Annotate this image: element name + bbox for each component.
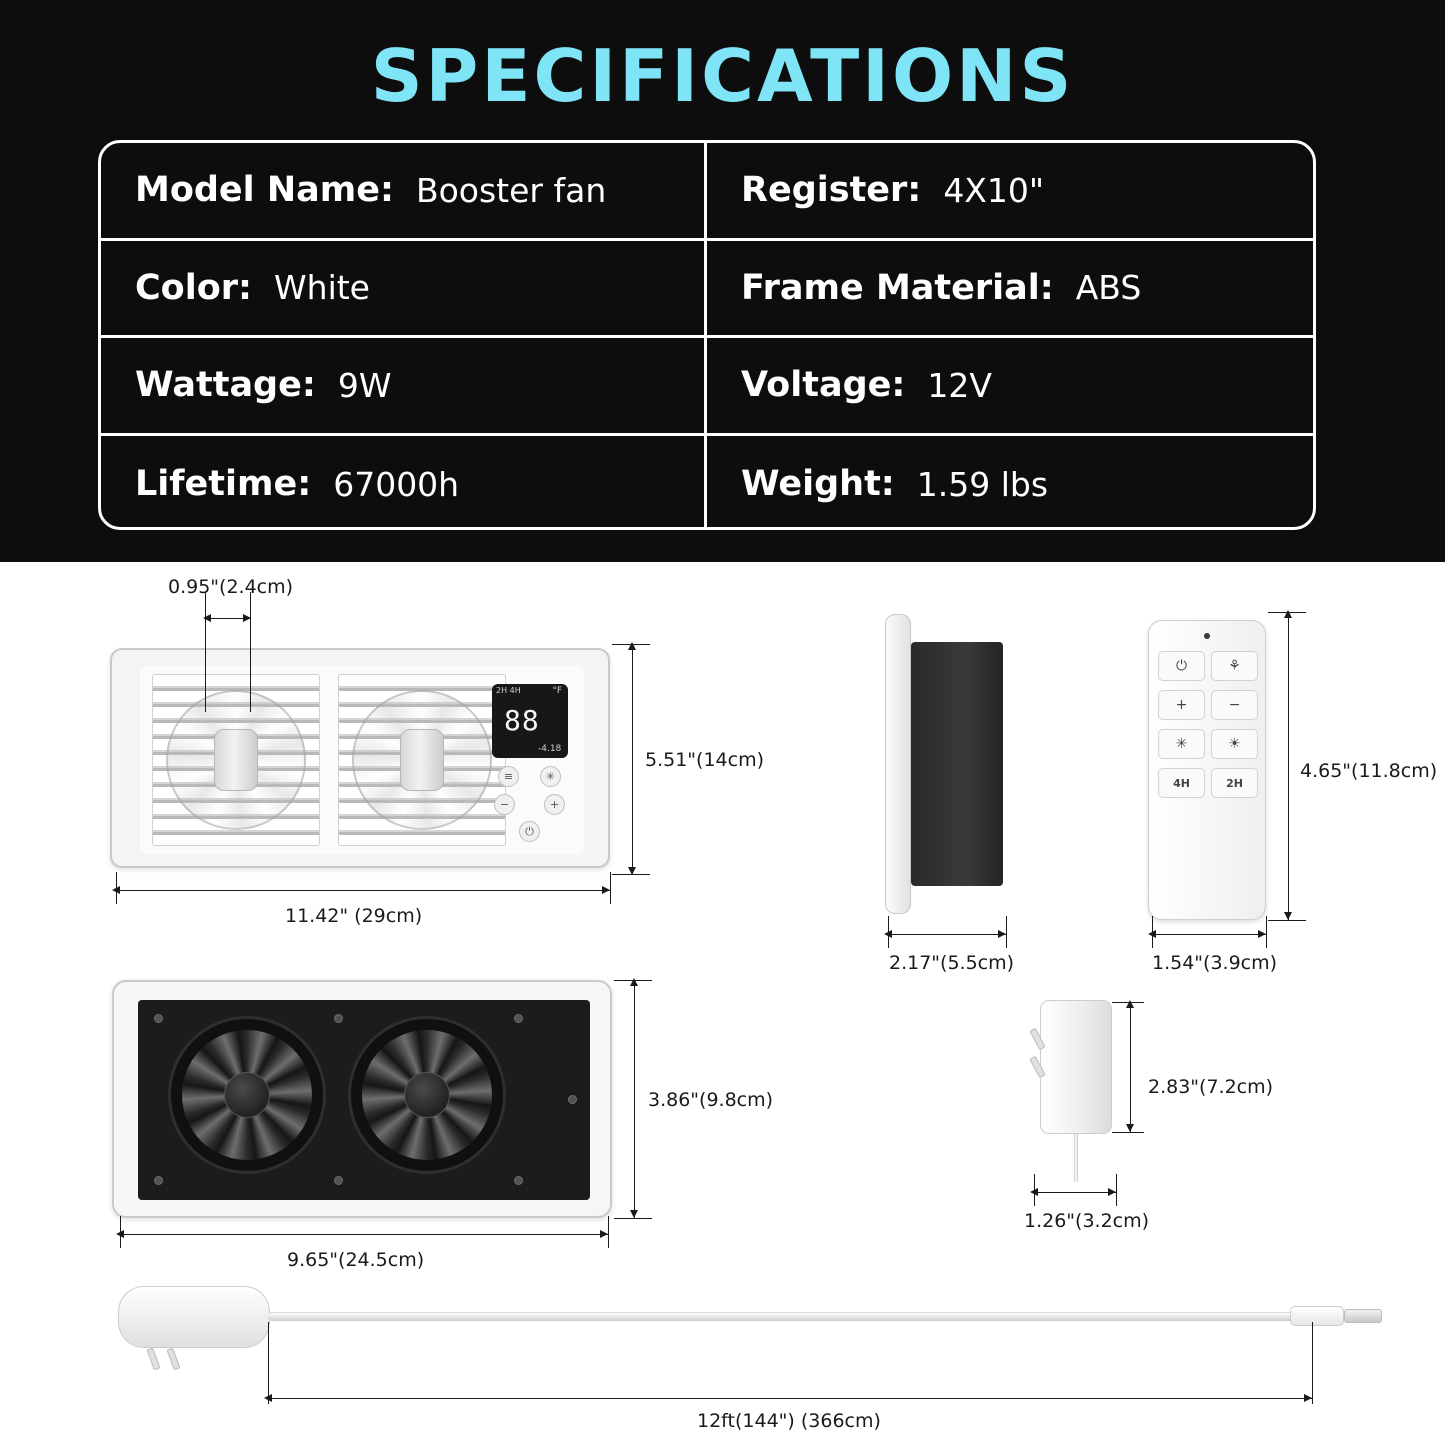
spec-cell-wattage <box>101 338 707 433</box>
louver-grille-left <box>152 674 320 846</box>
extension-line <box>268 1322 269 1404</box>
display-unit-label: °F <box>552 686 562 696</box>
dimension-label-rear-width: 9.65"(24.5cm) <box>287 1249 425 1271</box>
spec-cell-register <box>707 143 1313 238</box>
extension-line <box>610 872 611 904</box>
arrow-down-icon <box>1284 912 1292 920</box>
spec-cell-model-name <box>101 143 707 238</box>
extension-line <box>612 644 650 645</box>
display-digits: 88 <box>504 704 540 737</box>
ir-led-icon <box>1204 633 1210 639</box>
wall-plug-body <box>118 1286 270 1348</box>
timer-4h-button[interactable]: 4H <box>1158 768 1205 798</box>
power-button[interactable]: ⏻ <box>519 821 540 842</box>
screw-icon <box>154 1176 163 1185</box>
arrow-right-icon <box>1258 930 1266 938</box>
extension-line <box>612 874 650 875</box>
arrow-right-icon <box>1304 1394 1312 1402</box>
spec-value: White <box>274 268 370 308</box>
dc-pin <box>1344 1309 1382 1323</box>
plug-prongs <box>148 1348 188 1396</box>
arrow-down-icon <box>630 1210 638 1218</box>
arrow-left-icon <box>203 614 211 622</box>
extension-line <box>608 1216 609 1248</box>
spec-value: 9W <box>337 365 392 405</box>
screw-icon <box>568 1095 577 1104</box>
arrow-right-icon <box>602 886 610 894</box>
spec-key: Weight: <box>741 464 895 505</box>
dimension-line <box>888 934 1006 935</box>
extension-line <box>1116 1174 1117 1206</box>
spec-key: Lifetime: <box>135 464 312 505</box>
spec-cell-color <box>101 241 707 336</box>
dimension-line <box>1152 934 1266 935</box>
dc-barrel <box>1290 1306 1344 1326</box>
dimension-line <box>632 644 633 874</box>
spec-cell-frame-material <box>707 241 1313 336</box>
specifications-table <box>98 140 1316 530</box>
extension-line <box>120 1216 121 1248</box>
fan-rear-view <box>112 980 612 1218</box>
sun-button[interactable]: ☀ <box>1211 729 1258 759</box>
extension-line <box>1268 920 1306 921</box>
control-button-pad[interactable] <box>488 766 574 848</box>
remote-button-grid[interactable] <box>1158 651 1258 798</box>
dimension-label-front-height: 5.51"(14cm) <box>645 749 765 771</box>
side-frame <box>885 614 911 914</box>
dimension-line <box>268 1398 1312 1399</box>
dc-connector <box>1290 1302 1382 1330</box>
spec-cell-weight <box>707 436 1313 531</box>
plus-button[interactable]: + <box>544 794 565 815</box>
fan-front-view <box>110 648 610 868</box>
rear-fan-left <box>168 1016 326 1174</box>
extension-line <box>1112 1132 1144 1133</box>
remote-control[interactable] <box>1148 620 1266 920</box>
extension-line <box>1266 916 1267 948</box>
timer-2h-button[interactable]: 2H <box>1211 768 1258 798</box>
arrow-right-icon <box>600 1230 608 1238</box>
spec-key: Frame Material: <box>741 267 1054 308</box>
dimension-label-louver-gap: 0.95"(2.4cm) <box>168 576 294 598</box>
spec-value: 67000h <box>333 464 460 504</box>
extension-line <box>1006 916 1007 948</box>
fan-front-face <box>140 666 584 854</box>
dimension-label-rear-height: 3.86"(9.8cm) <box>648 1089 774 1111</box>
spec-key: Register: <box>741 170 922 211</box>
power-button[interactable]: ⏻ <box>1158 651 1205 681</box>
fan-side-view <box>885 614 1005 914</box>
side-body <box>911 642 1003 886</box>
table-row <box>101 241 1313 339</box>
minus-button[interactable]: − <box>1211 690 1258 720</box>
screw-icon <box>514 1014 523 1023</box>
extension-line <box>1034 1174 1035 1206</box>
screw-icon <box>334 1014 343 1023</box>
extension-line <box>1152 916 1153 948</box>
spec-value: 12V <box>927 365 992 405</box>
arrow-right-icon <box>243 614 251 622</box>
fan-rear-plate <box>138 1000 590 1200</box>
dimension-line <box>116 890 610 891</box>
arrow-right-icon <box>998 930 1006 938</box>
extension-line <box>888 916 889 948</box>
spec-cell-lifetime <box>101 436 707 531</box>
spec-cell-voltage <box>707 338 1313 433</box>
spec-key: Model Name: <box>135 170 394 211</box>
dimension-line <box>634 980 635 1218</box>
dimension-label-side-width: 2.17"(5.5cm) <box>889 952 1015 974</box>
screw-icon <box>154 1014 163 1023</box>
table-row <box>101 338 1313 436</box>
fan-hub <box>214 729 258 791</box>
adapter-body <box>1040 1000 1112 1134</box>
dimension-label-adapter-height: 2.83"(7.2cm) <box>1148 1076 1274 1098</box>
fan-button[interactable]: ⚘ <box>1211 651 1258 681</box>
dimension-label-cable-length: 12ft(144") (366cm) <box>697 1410 881 1432</box>
rear-fan-right <box>348 1016 506 1174</box>
snowflake-button[interactable]: ✳ <box>1158 729 1205 759</box>
extension-line <box>1268 612 1306 613</box>
product-dimension-diagram <box>0 562 1445 1445</box>
leader-line <box>205 592 206 712</box>
spec-value: ABS <box>1075 268 1142 308</box>
plus-button[interactable]: + <box>1158 690 1205 720</box>
page-title: SPECIFICATIONS <box>370 34 1075 118</box>
dimension-line <box>120 1234 608 1235</box>
extension-line <box>614 1218 652 1219</box>
leader-line <box>250 592 251 712</box>
plug-prong-icon <box>166 1347 180 1370</box>
extension-line <box>614 980 652 981</box>
spec-key: Voltage: <box>741 365 906 406</box>
dimension-line <box>1288 612 1289 920</box>
fan-hub <box>400 729 444 791</box>
dimension-label-remote-width: 1.54"(3.9cm) <box>1152 952 1278 974</box>
display-timer-label: 2H 4H <box>496 686 521 695</box>
specifications-panel <box>0 0 1445 562</box>
adapter-cord <box>1074 1134 1078 1182</box>
snow-button[interactable]: ✳ <box>540 766 561 787</box>
mode-button[interactable]: ≡ <box>498 766 519 787</box>
spec-value: 1.59 lbs <box>916 464 1049 504</box>
plug-prong-icon <box>146 1347 160 1370</box>
fan-hub <box>224 1072 270 1118</box>
dimension-label-adapter-width: 1.26"(3.2cm) <box>1024 1210 1150 1232</box>
dimension-line <box>1130 1002 1131 1132</box>
power-adapter <box>1032 982 1116 1182</box>
table-row <box>101 143 1313 241</box>
extension-line <box>1312 1322 1313 1404</box>
arrow-down-icon <box>1126 1124 1134 1132</box>
dimension-line <box>1034 1192 1116 1193</box>
screw-icon <box>514 1176 523 1185</box>
spec-value: Booster fan <box>415 170 607 210</box>
table-row <box>101 436 1313 531</box>
extension-line <box>1112 1002 1144 1003</box>
screw-icon <box>334 1176 343 1185</box>
spec-value: 4X10" <box>943 170 1045 210</box>
dimension-label-front-width: 11.42" (29cm) <box>285 905 423 927</box>
cable-line <box>268 1312 1308 1321</box>
spec-key: Color: <box>135 267 253 308</box>
spec-key: Wattage: <box>135 365 316 406</box>
minus-button[interactable]: − <box>494 794 515 815</box>
fan-hub <box>404 1072 450 1118</box>
extension-line <box>116 872 117 904</box>
temperature-display <box>492 684 568 758</box>
dimension-label-remote-height: 4.65"(11.8cm) <box>1300 760 1438 782</box>
louver-grille-right <box>338 674 506 846</box>
display-sub-label: -4.18 <box>538 744 562 754</box>
arrow-right-icon <box>1108 1188 1116 1196</box>
